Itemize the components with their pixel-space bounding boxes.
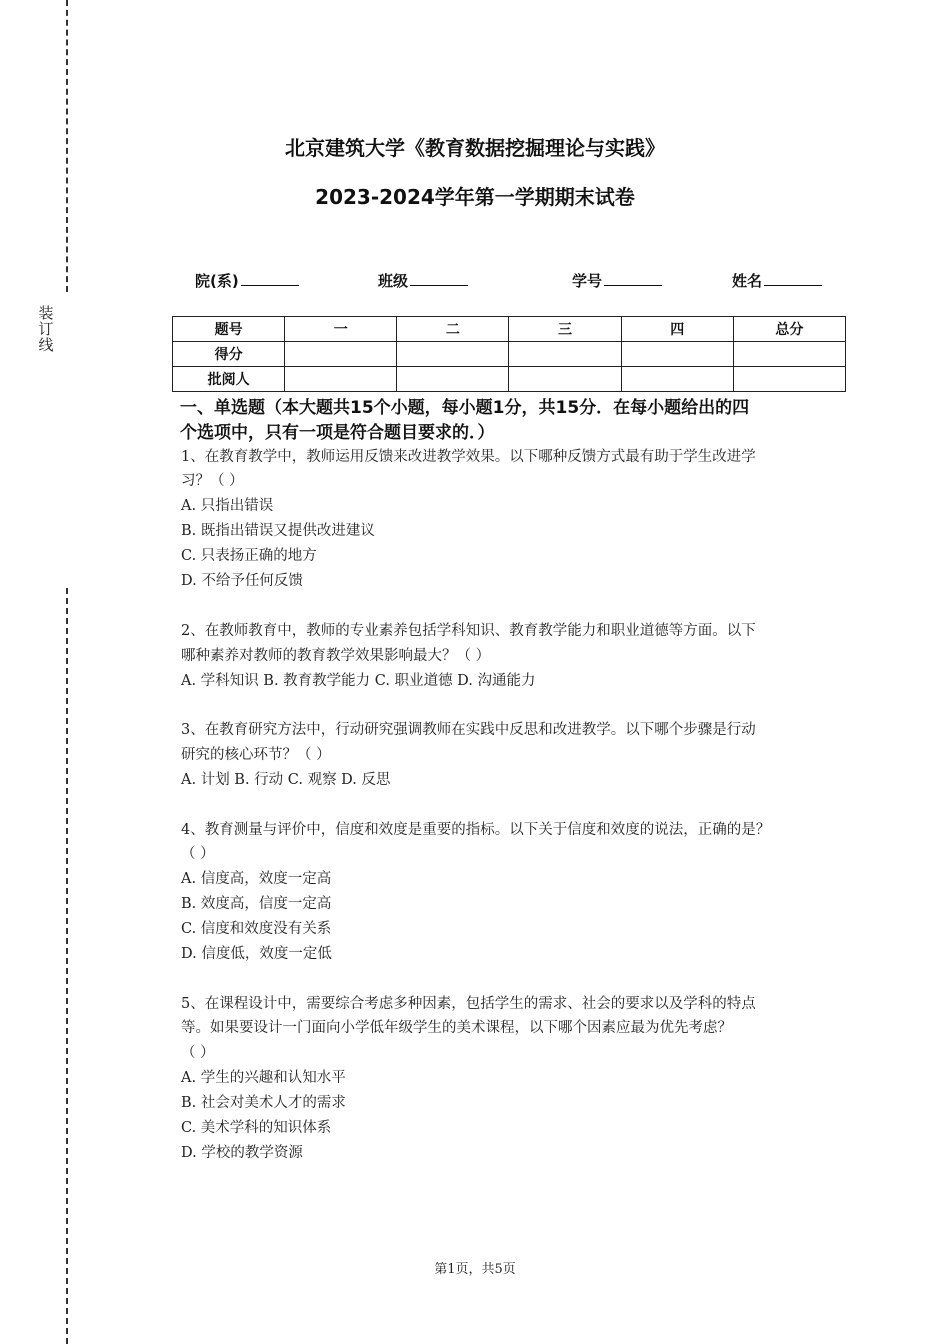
binding-char: 订	[38, 320, 54, 338]
score-table	[172, 316, 846, 392]
question-5-option-b[interactable]: B. 社会对美术人才的需求	[181, 1095, 346, 1111]
exam-title: 北京建筑大学《教育数据挖掘理论与实践》	[285, 136, 665, 160]
section-heading-line: 一、单选题（本大题共15个小题，每小题1分，共15分．在每小题给出的四	[180, 398, 750, 418]
question-4-stem: 4、教育测量与评价中，信度和效度是重要的指标。以下关于信度和效度的说法，正确的是？	[181, 822, 771, 838]
score-cell	[621, 342, 733, 367]
question-1-option-a[interactable]: A. 只指出错误	[181, 498, 274, 514]
department-label: 院(系)	[195, 272, 239, 290]
student-info-row	[0, 270, 950, 292]
name-label: 姓名	[732, 272, 763, 290]
row-label-cell: 得分	[173, 342, 285, 367]
student-id-label: 学号	[572, 272, 603, 290]
question-5-stem: 等。如果要设计一门面向小学低年级学生的美术课程，以下哪个因素应最为优先考虑？	[181, 1020, 732, 1036]
binding-line-label	[37, 305, 55, 353]
reviewer-cell	[733, 367, 845, 392]
section-heading-line: 个选项中，只有一项是符合题目要求的．）	[180, 423, 495, 443]
question-5-stem: （ ）	[181, 1045, 215, 1061]
department-field[interactable]	[195, 270, 299, 291]
score-cell	[285, 342, 397, 367]
class-blank[interactable]	[410, 270, 468, 286]
question-4-option-a[interactable]: A. 信度高，效度一定高	[181, 871, 332, 887]
reviewer-cell	[621, 367, 733, 392]
score-cell	[509, 342, 621, 367]
header-cell: 四	[621, 317, 733, 342]
question-1-option-b[interactable]: B. 既指出错误又提供改进建议	[181, 523, 375, 539]
question-2-stem: 2、在教师教育中，教师的专业素养包括学科知识、教育教学能力和职业道德等方面。以下	[181, 623, 756, 639]
binding-dashed-line-bottom	[66, 588, 68, 1344]
class-field[interactable]	[378, 270, 468, 291]
question-1-stem: 1、在教育教学中，教师运用反馈来改进教学效果。以下哪种反馈方式最有助于学生改进学	[181, 449, 756, 465]
question-4-stem: （ ）	[181, 846, 215, 862]
section-heading	[180, 396, 840, 446]
student-id-blank[interactable]	[604, 270, 662, 286]
question-1-option-c[interactable]: C. 只表扬正确的地方	[181, 548, 317, 564]
question-5-option-c[interactable]: C. 美术学科的知识体系	[181, 1120, 332, 1136]
score-cell	[733, 342, 845, 367]
exam-subtitle: 2023-2024学年第一学期期末试卷	[315, 185, 635, 209]
question-4-option-b[interactable]: B. 效度高，信度一定高	[181, 896, 332, 912]
row-label-cell: 批阅人	[173, 367, 285, 392]
question-1-option-d[interactable]: D. 不给予任何反馈	[181, 573, 303, 589]
question-1-stem: 习？（ ）	[181, 473, 244, 489]
question-3-stem: 研究的核心环节？（ ）	[181, 747, 331, 763]
reviewer-cell	[397, 367, 509, 392]
score-cell	[397, 342, 509, 367]
binding-char: 装	[38, 304, 54, 322]
student-id-field[interactable]	[572, 270, 662, 291]
score-row	[173, 342, 846, 367]
question-5-stem: 5、在课程设计中，需要综合考虑多种因素，包括学生的需求、社会的要求以及学科的特点	[181, 996, 756, 1012]
reviewer-cell	[285, 367, 397, 392]
question-2-options[interactable]: A. 学科知识 B. 教育教学能力 C. 职业道德 D. 沟通能力	[181, 673, 536, 689]
name-blank[interactable]	[764, 270, 822, 286]
header-cell: 一	[285, 317, 397, 342]
question-2-stem: 哪种素养对教师的教育教学效果影响最大？（ ）	[181, 648, 491, 664]
question-3-stem: 3、在教育研究方法中，行动研究强调教师在实践中反思和改进教学。以下哪个步骤是行动	[181, 722, 756, 738]
question-4-option-d[interactable]: D. 信度低，效度一定低	[181, 946, 332, 962]
question-3-options[interactable]: A. 计划 B. 行动 C. 观察 D. 反思	[181, 772, 391, 788]
header-cell: 题号	[173, 317, 285, 342]
header-cell: 三	[509, 317, 621, 342]
header-cell: 总分	[733, 317, 845, 342]
name-field[interactable]	[732, 270, 822, 291]
score-table-header-row	[173, 317, 846, 342]
class-label: 班级	[378, 272, 409, 290]
question-4-option-c[interactable]: C. 信度和效度没有关系	[181, 921, 332, 937]
reviewer-row	[173, 367, 846, 392]
question-5-option-a[interactable]: A. 学生的兴趣和认知水平	[181, 1070, 346, 1086]
page-number: 第1页，共5页	[434, 1262, 516, 1277]
reviewer-cell	[509, 367, 621, 392]
header-cell: 二	[397, 317, 509, 342]
department-blank[interactable]	[241, 270, 299, 286]
question-5-option-d[interactable]: D. 学校的教学资源	[181, 1145, 303, 1161]
binding-char: 线	[38, 336, 54, 354]
